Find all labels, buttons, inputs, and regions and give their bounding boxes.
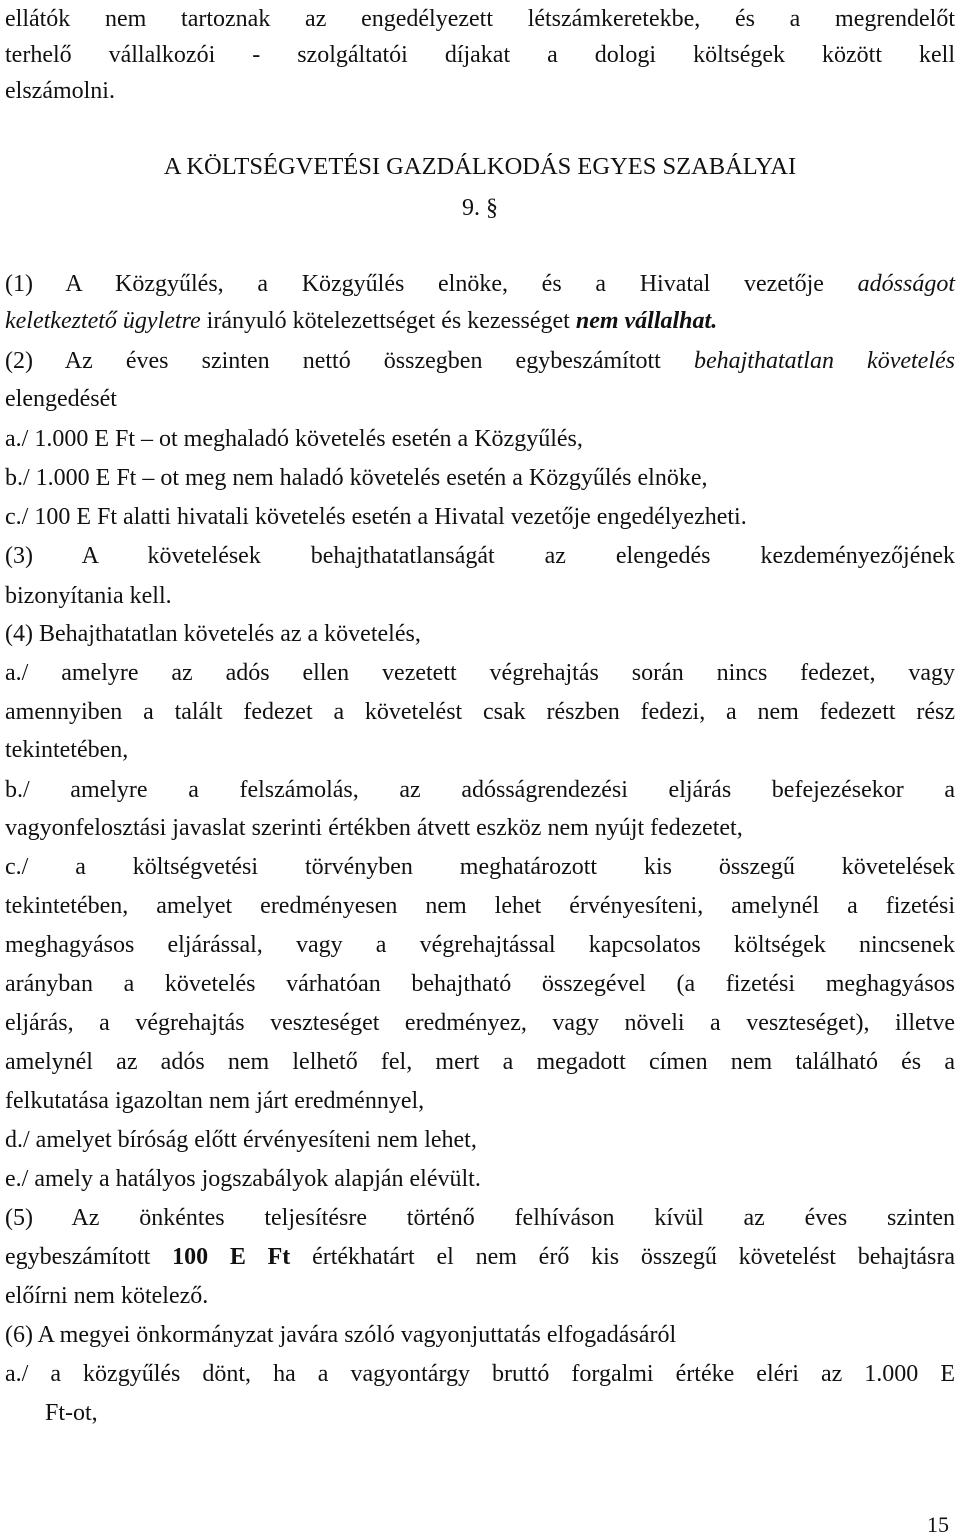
section-number: 9. § xyxy=(462,195,498,221)
list-item-b: b./ amelyre a felszámolás, az adósságrendezési eljárás befejezésekor a xyxy=(5,777,955,803)
list-item-a: a./ 1.000 E Ft – ot meghaladó követelés esetén a Közgyűlés, xyxy=(5,426,583,452)
paragraph-5-line: előírni nem kötelező. xyxy=(5,1283,209,1309)
list-item-c: c./ 100 E Ft alatti hivatali követelés esetén a Hivatal vezetője engedélyezheti. xyxy=(5,504,747,530)
text-run: (1) A Közgyűlés, a Közgyűlés elnöke, és a Hivatal vezetője xyxy=(5,271,858,297)
list-item-e: e./ amely a hatályos jogszabályok alapján elévült. xyxy=(5,1166,481,1192)
paragraph-2-line xyxy=(5,346,955,376)
paragraph-1-line xyxy=(5,306,955,336)
paragraph-2-line: elengedését xyxy=(5,386,117,412)
list-item-c: eljárás, a végrehajtás veszteséget eredményez, vagy növeli a veszteséget), illetve xyxy=(5,1010,955,1036)
bold-amount: 100 E Ft xyxy=(172,1244,291,1270)
list-item-d: d./ amelyet bíróság előtt érvényesíteni nem lehet, xyxy=(5,1127,477,1153)
list-item-a: a./ amelyre az adós ellen vezetett végrehajtás során nincs fedezet, vagy xyxy=(5,660,955,686)
page-number: 15 xyxy=(927,1512,949,1537)
list-item-a: amennyiben a talált fedezet a követelést csak részben fedezi, a nem fedezett rész xyxy=(5,699,955,725)
list-item-c: tekintetében, amelyet eredményesen nem lehet érvényesíteni, amelynél a fizetési xyxy=(5,893,955,919)
document-page xyxy=(5,0,955,1537)
intro-line: elszámolni. xyxy=(5,78,115,104)
paragraph-6-line: (6) A megyei önkormányzat javára szóló vagyonjuttatás elfogadásáról xyxy=(5,1322,677,1348)
list-item-c: c./ a költségvetési törvényben meghatározott kis összegű követelések xyxy=(5,854,955,880)
list-item-a: a./ a közgyűlés dönt, ha a vagyontárgy bruttó forgalmi értéke eléri az 1.000 E xyxy=(5,1361,955,1387)
intro-line: terhelő vállalkozói - szolgáltatói díjakat a dologi költségek között kell xyxy=(5,42,955,68)
list-item-c: felkutatása igazoltan nem járt eredménnyel, xyxy=(5,1088,425,1114)
text-run: egybeszámított xyxy=(5,1244,173,1270)
list-item-c: arányban a követelés várhatóan behajtható összegével (a fizetési meghagyásos xyxy=(5,971,955,997)
list-item-a: tekintetében, xyxy=(5,737,129,763)
text-run: irányuló kötelezettséget és kezességet xyxy=(200,308,576,334)
list-item-c: amelynél az adós nem lelhető fel, mert a megadott címen nem található és a xyxy=(5,1049,955,1075)
paragraph-1-line xyxy=(5,269,955,299)
list-item-b: vagyonfelosztási javaslat szerinti értékben átvett eszköz nem nyújt fedezetet, xyxy=(5,815,743,841)
list-item-b: b./ 1.000 E Ft – ot meg nem haladó követelés esetén a Közgyűlés elnöke, xyxy=(5,465,708,491)
list-item-c: meghagyásos eljárással, vagy a végrehajtással kapcsolatos költségek nincsenek xyxy=(5,932,955,958)
list-item-a: Ft-ot, xyxy=(45,1400,98,1426)
paragraph-5-line: (5) Az önkéntes teljesítésre történő felhíváson kívül az éves szinten xyxy=(5,1205,955,1231)
italic-term: keletkeztető ügyletre xyxy=(5,308,201,334)
paragraph-3-line: bizonyítania kell. xyxy=(5,583,172,609)
text-run: (2) Az éves szinten nettó összegben egybeszámított xyxy=(5,348,694,374)
paragraph-4-line: (4) Behajthatatlan követelés az a követelés, xyxy=(5,621,421,647)
paragraph-5-line xyxy=(5,1242,955,1272)
section-title: A KÖLTSÉGVETÉSI GAZDÁLKODÁS EGYES SZABÁLYAI xyxy=(163,153,797,180)
intro-line: ellátók nem tartoznak az engedélyezett létszámkeretekbe, és a megrendelőt xyxy=(5,6,955,32)
text-run: értékhatárt el nem érő kis összegű követelést behajtásra xyxy=(290,1244,956,1270)
italic-term: behajthatatlan követelés xyxy=(693,348,955,374)
bold-italic-term: nem vállalhat. xyxy=(575,308,718,334)
paragraph-3-line: (3) A követelések behajthatatlanságát az elengedés kezdeményezőjének xyxy=(5,543,955,569)
italic-term: adósságot xyxy=(857,271,955,297)
